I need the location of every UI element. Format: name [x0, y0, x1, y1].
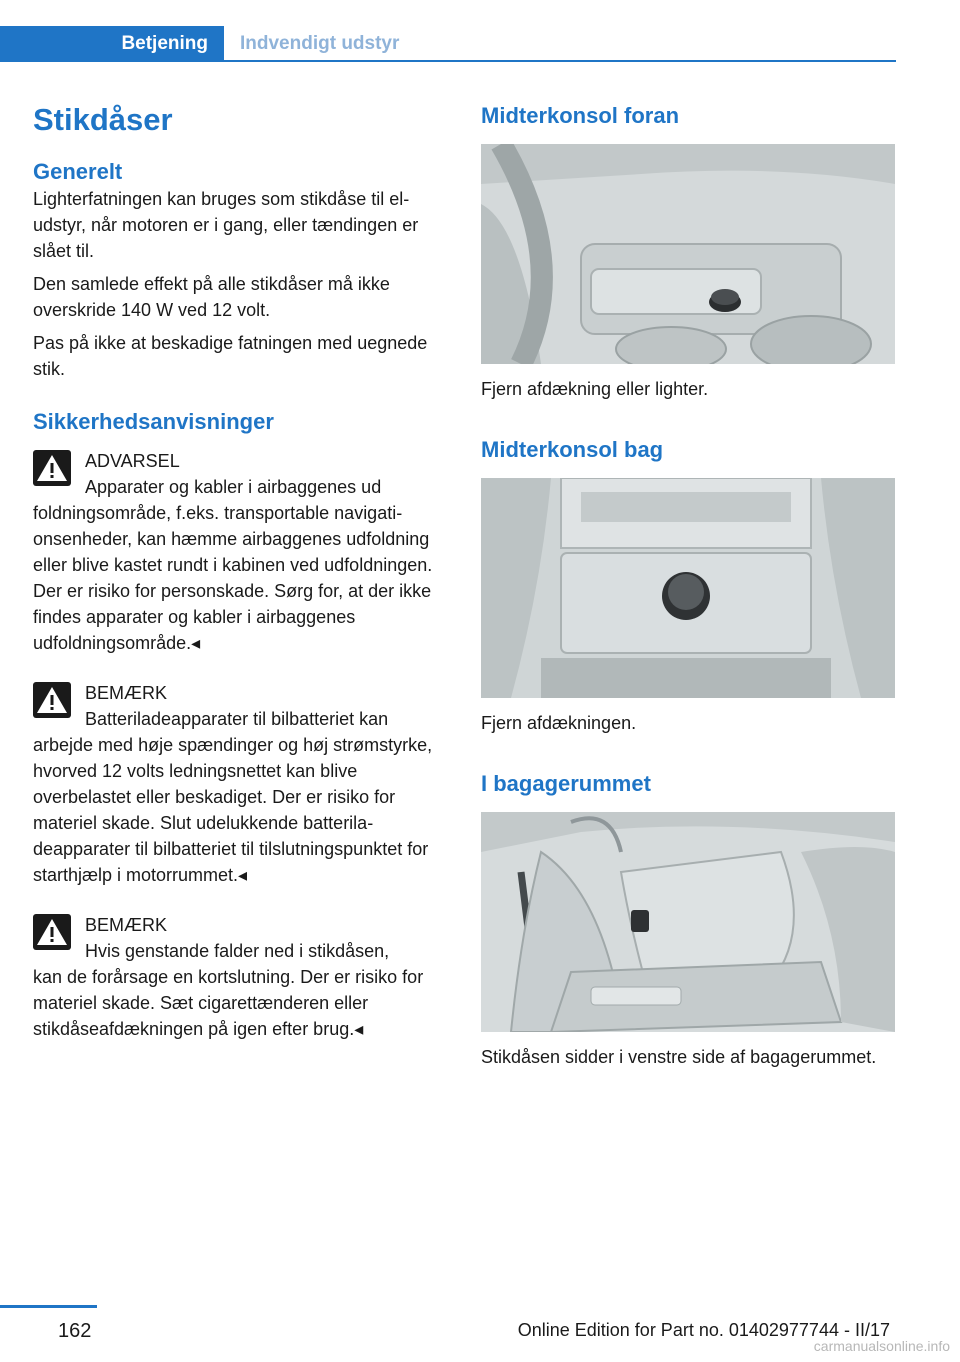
section-heading-sikkerhed: Sikkerhedsanvisninger	[33, 409, 274, 434]
front-console-photo	[481, 144, 895, 364]
warning-block	[33, 448, 445, 656]
paragraph: Lighterfatningen kan bruges som stikdåse til el-udstyr, når motoren er i gang, eller tændingen er slået til.	[33, 189, 419, 261]
edition-text: Online Edition for Part no. 01402977744 - II/17	[517, 1320, 890, 1340]
notice-title: BEMÆRK	[85, 683, 168, 703]
page-title: Stikdåser	[33, 102, 173, 137]
warning-triangle-icon	[33, 450, 71, 486]
warning-triangle-icon	[33, 914, 71, 950]
notice-block	[33, 680, 445, 888]
warning-triangle-icon	[33, 682, 71, 718]
header-rule	[224, 60, 896, 62]
paragraph: Pas på ikke at beskadige fatningen med uegnede stik.	[33, 333, 428, 379]
caption: Stikdåsen sidder i venstre side af bagagerummet.	[481, 1047, 877, 1067]
rear-console-photo	[481, 478, 895, 698]
section-heading-midterkonsol-bag: Midterkonsol bag	[481, 437, 664, 462]
watermark-text: carmanualsonline.info	[813, 1338, 950, 1354]
section-heading-i-bagagerummet: I bagagerummet	[481, 771, 651, 796]
notice-text: kan de forårsage en kortslutning. Der er risiko for materiel skade. Sæt cigarettænderen eller stikdåseafdækningen på igen efter brug.◂	[33, 967, 424, 1039]
page-number: 162	[58, 1320, 92, 1342]
tab-indvendigt-udstyr-label: Indvendigt udstyr	[240, 33, 400, 54]
notice-text-first: Batteriladeapparater til bilbatteriet kan	[85, 709, 389, 729]
caption: Fjern afdækning eller lighter.	[481, 379, 709, 399]
tab-betjening[interactable]	[0, 26, 224, 62]
footer-rule	[0, 1305, 97, 1308]
notice-text: arbejde med høje spændinger og høj strømstyrke, hvorved 12 volts ledningsnettet kan blive overbelastet eller beskadiget. Der er risiko for materiel skade. Slut udelukkende batteriladeapparater til bilbatteriet til tilslutningspunktet for starthjælp i motorrummet.◂	[33, 735, 433, 885]
section-heading-generelt: Generelt	[33, 159, 123, 184]
warning-title: ADVARSEL	[85, 451, 180, 471]
trunk-photo	[481, 812, 895, 1032]
right-column	[481, 96, 895, 1070]
warning-text: foldningsområde, f.eks. transportable navigationsenheder, kan hæmme airbaggenes udfoldning eller blive kastet rundt i kabinen ved udfoldningen. Der er risiko for personskade. Sørg for, at der ikke findes apparater og kabler i airbaggenes udfoldningsområde.◂	[33, 503, 433, 653]
left-column	[33, 96, 445, 1042]
caption: Fjern afdækningen.	[481, 713, 637, 733]
notice-block	[33, 912, 445, 1042]
tab-betjening-label: Betjening	[121, 33, 208, 54]
tab-indvendigt-udstyr[interactable]	[240, 26, 399, 62]
paragraph: Den samlede effekt på alle stikdåser må ikke overskride 140 W ved 12 volt.	[33, 274, 390, 320]
notice-title: BEMÆRK	[85, 915, 168, 935]
notice-text-first: Hvis genstande falder ned i stikdåsen,	[85, 941, 390, 961]
warning-text-first: Apparater og kabler i airbaggenes ud	[85, 477, 382, 497]
section-heading-midterkonsol-foran: Midterkonsol foran	[481, 103, 680, 128]
